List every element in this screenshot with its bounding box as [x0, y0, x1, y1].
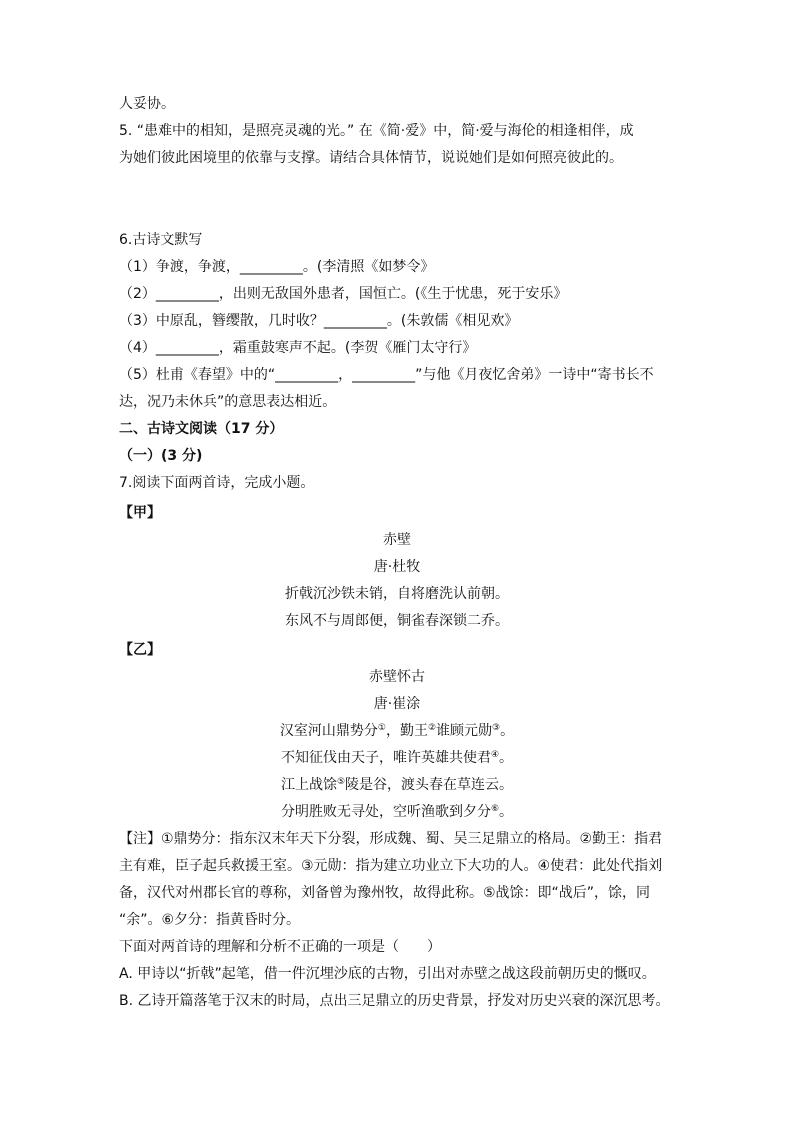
- recite-item-5-cont: 达，况乃未休兵”的意思表达相近。: [119, 394, 337, 410]
- poem-b-line: [0, 748, 794, 768]
- poem-b-label: 【乙】: [119, 642, 161, 658]
- option-b: B. 乙诗开篇落笔于汉末的时局，点出三足鼎立的历史背景，抒发对历史兴衰的深沉思考。: [119, 993, 670, 1009]
- annotation-line: 备，汉代对州郡长官的尊称，刘备曾为豫州牧，故得此称。⑤战馀：即“战后”，馀，同: [119, 885, 651, 901]
- note-marker: ②: [427, 723, 437, 733]
- question-5-cont: 为她们彼此困境里的依靠与支撑。请结合具体情节，说说她们是如何照亮彼此的。: [119, 150, 623, 166]
- note-marker: ③: [492, 723, 501, 733]
- poem-text: 。: [499, 750, 514, 766]
- recite-item-4: （4）_________，霜重鼓寒声不起。(李贺《雁门太守行》: [119, 340, 477, 356]
- poem-text: ，勤王: [385, 723, 428, 739]
- recite-item-5: （5）杜甫《春望》中的“_________，_________”与他《月夜忆舍弟》一诗中“寄书长不: [119, 367, 654, 383]
- poem-text: 江上战馀: [280, 777, 337, 793]
- poem-a-title: 赤壁: [383, 532, 411, 548]
- poem-b-line: [0, 721, 794, 741]
- recite-item-2: （2）_________，出则无敌国外患者，国恒亡。(《生于忧患，死于安乐》: [119, 286, 568, 302]
- recite-item-1: （1）争渡，争渡，_________。(李清照《如梦令》: [119, 259, 435, 275]
- poem-text: 分明胜败无寻处，空听渔歌到夕分: [280, 804, 491, 820]
- note-marker: ⑥: [490, 804, 500, 814]
- poem-a-line: 东风不与周郎便，铜雀春深锁二乔。: [285, 613, 509, 629]
- annotation-line: 【注】①鼎势分：指东汉末年天下分裂，形成魏、蜀、吴三足鼎立的格局。②勤王：指君: [119, 831, 663, 847]
- poem-text: 。: [499, 804, 514, 820]
- poem-text: 汉室河山鼎势分: [279, 723, 378, 739]
- section-heading: 二、古诗文阅读（17 分）: [119, 421, 284, 437]
- question-5: 5. “患难中的相知，是照亮灵魂的光。” 在《简·爱》中，简·爱与海伦的相逢相伴，成: [119, 123, 634, 139]
- poem-a-label: 【甲】: [119, 505, 161, 521]
- poem-b-line: [0, 775, 794, 795]
- annotation-line: “余”。⑥夕分：指黄昏时分。: [119, 912, 301, 928]
- note-marker: ①: [377, 723, 386, 733]
- note-marker: ④: [490, 750, 500, 760]
- poem-text: 陵是谷，渡头春在草连云。: [345, 777, 514, 793]
- poem-a-author: 唐·杜牧: [373, 559, 421, 575]
- question-6-title: 6.古诗文默写: [119, 232, 203, 248]
- text-line: 人妥协。: [119, 96, 175, 112]
- annotation-line: 主有难，臣子起兵救援王室。③元勋：指为建立功业立下大功的人。④使君：此处代指刘: [119, 858, 663, 874]
- poem-text: 。: [500, 723, 515, 739]
- option-a: A. 甲诗以“折戟”起笔，借一件沉埋沙底的古物，引出对赤壁之战这段前朝历史的慨叹。: [119, 966, 656, 982]
- subsection-heading: （一）(3 分): [119, 448, 203, 464]
- poem-text: 不知征伐由天子，唯许英雄共使君: [280, 750, 491, 766]
- poem-b-line: [0, 802, 794, 822]
- note-marker: ⑤: [336, 777, 346, 787]
- poem-a-line: 折戟沉沙铁未销，自将磨洗认前朝。: [285, 586, 509, 602]
- poem-b-author: 唐·崔涂: [373, 696, 421, 712]
- recite-item-3: （3）中原乱，簪缨散，几时收？_________。(朱敦儒《相见欢》: [119, 313, 519, 329]
- question-stem: 下面对两首诗的理解和分析不正确的一项是（ ）: [119, 939, 441, 955]
- poem-b-title: 赤壁怀古: [369, 669, 425, 685]
- poem-text: 谁顾元勋: [436, 723, 493, 739]
- question-7-title: 7.阅读下面两首诗，完成小题。: [119, 475, 315, 491]
